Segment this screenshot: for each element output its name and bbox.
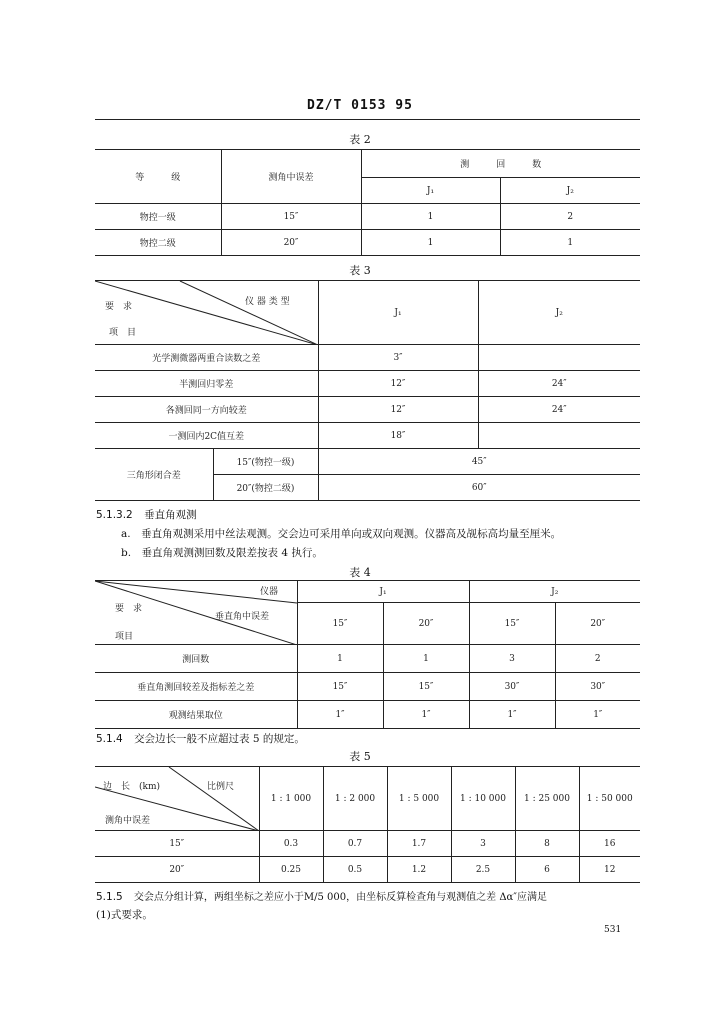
table5-err: 20″ [95, 857, 259, 883]
table5-scale-header: 1 : 2 000 [323, 767, 387, 831]
table5-cell: 0.25 [259, 857, 323, 883]
section-title: 垂直角观测 [144, 509, 197, 521]
table5-cell: 0.5 [323, 857, 387, 883]
table3 [95, 280, 640, 501]
table4-header-j1: J₁ [297, 581, 469, 603]
section-5-1-4 [96, 731, 305, 746]
table4-sub-header: 15″ [297, 603, 383, 645]
table-row [95, 645, 640, 673]
section-5-1-3-2-title [96, 507, 197, 522]
table2-header-j1: J₁ [361, 178, 500, 204]
table3-cell: 18″ [318, 423, 478, 449]
table-row [95, 397, 640, 423]
table4-cell: 1″ [383, 701, 469, 729]
table2-header-grade: 等 级 [95, 150, 221, 204]
paragraph-a: a. 垂直角观测采用中丝法观测。交会边可采用单向或双向观测。仪器高及觇标高均量至厘米。 [121, 528, 562, 540]
table3-cell: 12″ [318, 371, 478, 397]
table2-header-j2: J₂ [500, 178, 640, 204]
table4-cell: 30″ [469, 673, 555, 701]
table-row [95, 831, 640, 857]
table4-cell: 1″ [297, 701, 383, 729]
section-number: 5.1.3.2 [96, 509, 133, 521]
table-row [95, 345, 640, 371]
table-row [95, 673, 640, 701]
table2-cell: 2 [500, 204, 640, 230]
table4-corner-inst: 仪器 [260, 587, 279, 597]
table5-cell: 1.2 [387, 857, 451, 883]
table4-cell: 1″ [555, 701, 640, 729]
table-row [95, 423, 640, 449]
table5-cell: 0.3 [259, 831, 323, 857]
table2-cell: 物控二级 [95, 230, 221, 256]
table3-header-j1: J₁ [318, 281, 478, 345]
table5-caption: 表 5 [349, 750, 371, 763]
table5-scale-header: 1 : 25 000 [515, 767, 579, 831]
table3-closure-val: 60″ [318, 475, 640, 501]
table4-caption: 表 4 [349, 566, 371, 579]
table-row [95, 230, 640, 256]
table-row [95, 857, 640, 883]
table3-cell: 3″ [318, 345, 478, 371]
table3-corner-item: 项 目 [109, 328, 137, 338]
table5-cell: 2.5 [451, 857, 515, 883]
table5-corner-cell [95, 767, 259, 831]
table4-item: 测回数 [95, 645, 297, 673]
table3-cell [478, 423, 640, 449]
table5-cell: 8 [515, 831, 579, 857]
table5-cell: 12 [579, 857, 640, 883]
table4-sub-header: 20″ [555, 603, 640, 645]
section-5-1-5-line2: (1)式要求。 [96, 909, 153, 921]
table3-cell [478, 345, 640, 371]
table3-corner-cell [95, 281, 318, 345]
page-number: 531 [604, 925, 622, 935]
table2-cell: 1 [361, 230, 500, 256]
table3-closure-cond: 15″(物控一级) [213, 449, 318, 475]
section-text: 交会边长一般不应超过表 5 的规定。 [134, 733, 305, 745]
table2-caption: 表 2 [349, 133, 371, 146]
table-row [95, 371, 640, 397]
table5-corner-scale: 比例尺 [207, 782, 235, 792]
table5 [95, 766, 640, 883]
table4-cell: 15″ [297, 673, 383, 701]
table5-cell: 3 [451, 831, 515, 857]
table5-cell: 6 [515, 857, 579, 883]
header-rule [95, 119, 640, 120]
table2 [95, 149, 640, 256]
table3-corner-req: 要 求 [105, 302, 133, 312]
table3-corner-inst: 仪 器 类 型 [245, 297, 290, 307]
section-text: 交会点分组计算，两组坐标之差应小于M/5 000，由坐标反算检查角与观测值之差 Δα″应满足 [133, 892, 548, 903]
table4-cell: 3 [469, 645, 555, 673]
table4-cell: 30″ [555, 673, 640, 701]
table5-corner-length: 边 长 (km) [103, 782, 161, 792]
table2-cell: 20″ [221, 230, 361, 256]
table4-item: 垂直角测回较差及指标差之差 [95, 673, 297, 701]
table3-header-j2: J₂ [478, 281, 640, 345]
table3-cell: 24″ [478, 371, 640, 397]
table5-cell: 0.7 [323, 831, 387, 857]
table3-closure-label: 三角形闭合差 [95, 449, 213, 501]
table4-corner-item: 项目 [115, 632, 134, 642]
table4-cell: 1 [383, 645, 469, 673]
table5-cell: 16 [579, 831, 640, 857]
table5-corner-err: 测角中误差 [105, 816, 151, 826]
table3-closure-val: 45″ [318, 449, 640, 475]
table2-header-error: 测角中误差 [221, 150, 361, 204]
table4-cell: 1″ [469, 701, 555, 729]
table4-corner-err: 垂直角中误差 [215, 612, 270, 622]
table3-item: 各测回同一方向较差 [95, 397, 318, 423]
table3-item: 一测回内2C值互差 [95, 423, 318, 449]
table4-cell: 1 [297, 645, 383, 673]
table-row [95, 701, 640, 729]
table4-header-j2: J₂ [469, 581, 640, 603]
table-row [95, 204, 640, 230]
table2-cell: 1 [500, 230, 640, 256]
table2-cell: 15″ [221, 204, 361, 230]
table5-scale-header: 1 : 50 000 [579, 767, 640, 831]
table5-cell: 1.7 [387, 831, 451, 857]
table3-closure-cond: 20″(物控二级) [213, 475, 318, 501]
section-number: 5.1.5 [96, 891, 123, 903]
table4 [95, 580, 640, 729]
table4-sub-header: 20″ [383, 603, 469, 645]
table5-err: 15″ [95, 831, 259, 857]
table2-cell: 1 [361, 204, 500, 230]
table3-caption: 表 3 [349, 264, 371, 277]
table4-corner-req: 要 求 [115, 604, 143, 614]
table-row [95, 449, 640, 475]
table4-corner-cell [95, 581, 297, 645]
section-number: 5.1.4 [96, 733, 123, 745]
table3-cell: 12″ [318, 397, 478, 423]
table2-header-rounds: 测 回 数 [361, 150, 640, 178]
table2-cell: 物控一级 [95, 204, 221, 230]
table4-cell: 15″ [383, 673, 469, 701]
table5-scale-header: 1 : 1 000 [259, 767, 323, 831]
table3-item: 半测回归零差 [95, 371, 318, 397]
paragraph-b: b. 垂直角观测测回数及限差按表 4 执行。 [121, 547, 323, 559]
table5-scale-header: 1 : 5 000 [387, 767, 451, 831]
section-5-1-5 [96, 888, 547, 903]
table5-scale-header: 1 : 10 000 [451, 767, 515, 831]
table3-cell: 24″ [478, 397, 640, 423]
table4-item: 观测结果取位 [95, 701, 297, 729]
table4-sub-header: 15″ [469, 603, 555, 645]
table3-item: 光学测微器两重合读数之差 [95, 345, 318, 371]
table4-cell: 2 [555, 645, 640, 673]
document-header: DZ/T 0153 95 [307, 98, 413, 113]
